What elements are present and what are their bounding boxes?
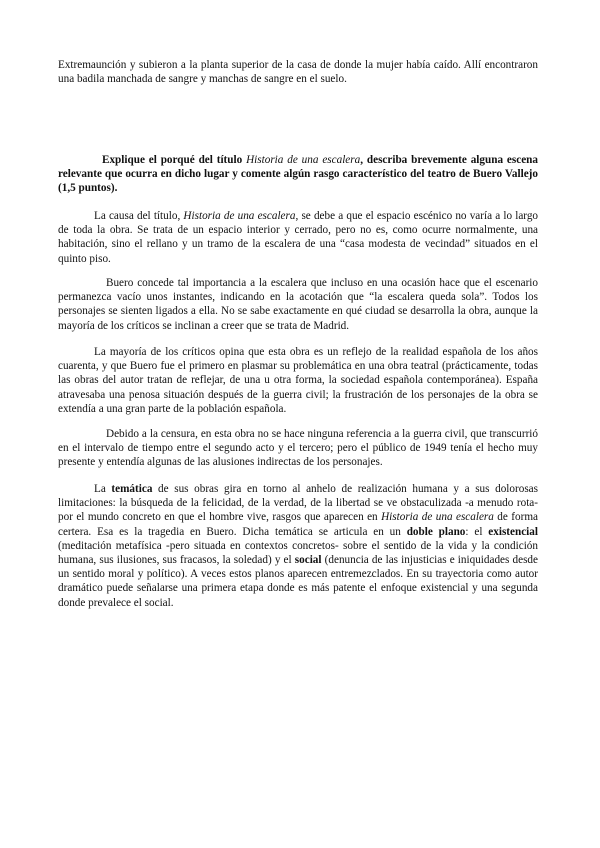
intro-text: Extremaunción y subieron a la planta superior de la casa de donde la mujer había caído. Allí encontraron una badila manchada de sangre y manchas de sangre en el suelo.: [58, 59, 538, 86]
p5-text-a: La: [94, 483, 112, 495]
p2-text: Buero concede tal importancia a la escalera que incluso en una ocasión hace que el escenario permanezca vacío unos instantes, indicando en la acotación que “la escalera queda sola”. Todos los personajes se sienten ligados a ella. No se sabe exactamente en qué ciudad se desarrolla la obra, aunque la mayoría de los críticos se inclinan a creer que se trata de Madrid.: [58, 277, 538, 332]
p1-text-b: , se debe a que el espacio escénico no varía a lo largo de toda la obra. Se trata de un espacio interior y cerrado, pero no es, como ocurre normalmente, una habitación, sino el rellano y un tramo de la escalera de una “casa modesta de vecindad” situados en el quinto piso.: [58, 210, 539, 265]
p5-title: Historia de una escalera: [381, 511, 494, 524]
p5-bold-tematica: temática: [111, 483, 153, 495]
question-part1: Explique el porqué del título: [102, 154, 247, 166]
p1-text-a: La causa del título,: [94, 210, 184, 222]
p5-text-b: de sus obras gira en torno al anhelo de realización humana y a sus dolorosas limitaciones: la búsqueda de la felicidad, de la verdad, de la libertad se ve obstaculizada -a menudo rota- por el mundo concreto en que el hombre vive, rasgos que aparecen en: [58, 483, 538, 524]
p3-text: La mayoría de los críticos opina que esta obra es un reflejo de la realidad española de los años cuarenta, y que Buero fue el primero en plasmar su problemática en una obra teatral (prácticamente, todas las obras del autor tratan de reflejar, de una u otra forma, la sociedad española contemporánea). España atravesaba una penosa situación después de la guerra civil; la frustración de los personajes de la obra se extendía a una gran parte de la población española.: [58, 346, 538, 415]
intro-paragraph: [58, 58, 538, 86]
p5-text-c: de forma certera. Esa es la tragedia en Buero. Dicha temática se articula en un: [58, 511, 538, 538]
p5-bold-doble-plano: doble plano: [406, 525, 466, 538]
p5-text-e: (meditación metafísica -pero situada en contextos concretos- sobre el sentido de la vida y la condición humana, sus ilusiones, sus fracasos, la soledad) y el: [58, 539, 538, 567]
paragraph-1: [58, 209, 538, 266]
p1-title: Historia de una escalera: [183, 210, 296, 222]
paragraph-2: [58, 276, 538, 333]
exam-question: [58, 153, 538, 196]
p4-text: Debido a la censura, en esta obra no se hace ninguna referencia a la guerra civil, que transcurrió en el intervalo de tiempo entre el segundo acto y el tercero; pero el público de 1949 tenía el hecho muy presente y entendía algunas de las alusiones indirectas de los personajes.: [58, 428, 538, 469]
paragraph-3: [58, 345, 538, 416]
p5-text-f: (denuncia de las injusticias e iniquidades desde un sentido moral y político). A veces estos planos aparecen entremezclados. En su trayectoria como autor dramático puede señalarse una primera etapa donde es más patente el enfoque existencial y una segunda donde prevalece el social.: [58, 554, 538, 609]
question-part2: , describa brevemente alguna escena relevante que ocurra en dicho lugar y comente algún rasgo característico del teatro de Buero Vallejo (1,5 puntos).: [58, 154, 538, 195]
question-title: Historia de una escalera: [246, 154, 361, 166]
p5-bold-social: social: [294, 554, 322, 567]
paragraph-4: [58, 427, 538, 470]
paragraph-5: [58, 482, 538, 610]
p5-text-d: : el: [465, 525, 489, 538]
p5-bold-existencial: existencial: [488, 525, 538, 538]
